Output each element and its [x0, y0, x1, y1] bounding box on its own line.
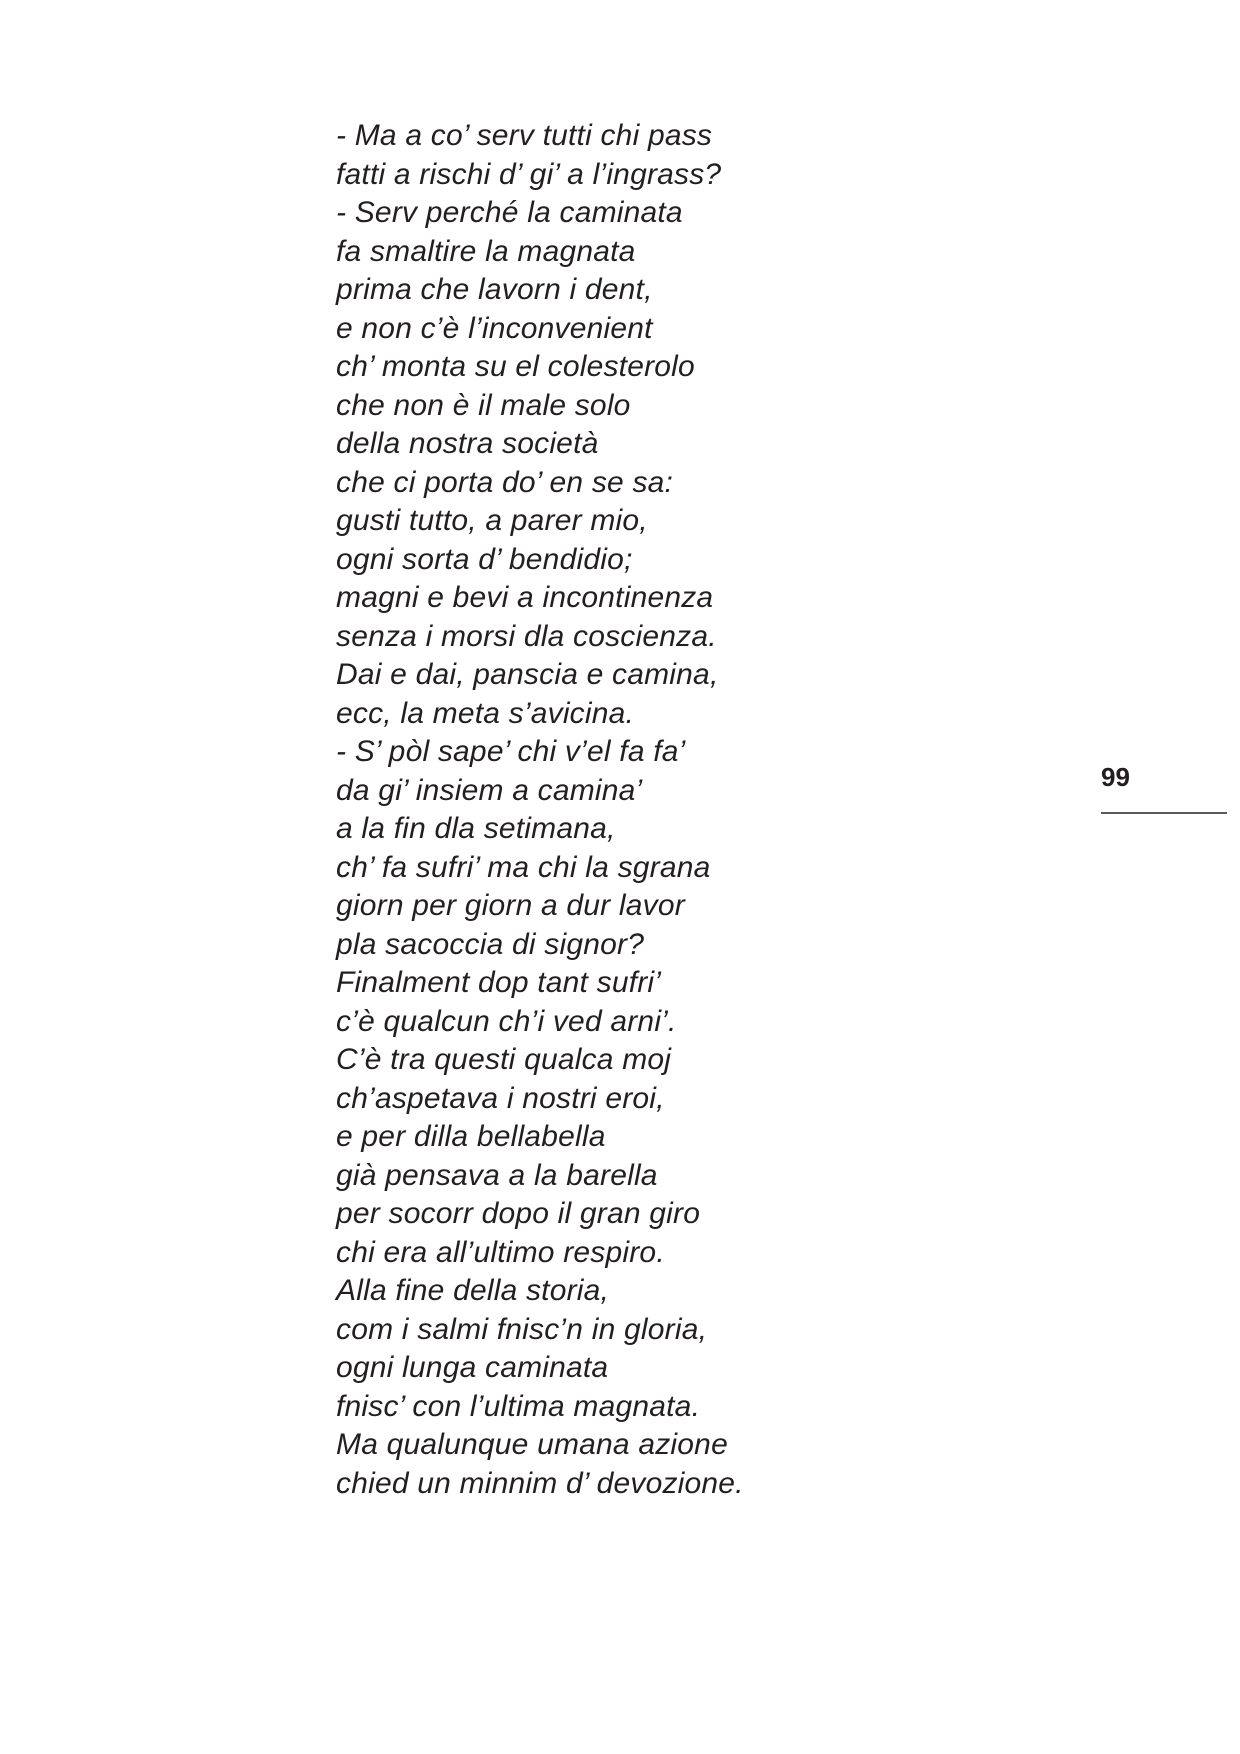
poem-line: a la fin dla setimana, — [336, 812, 616, 845]
poem-line: C’è tra questi qualca moj — [336, 1043, 672, 1076]
poem-line: e non c’è l’inconvenient — [336, 311, 653, 345]
poem-line: ch’ monta su el colesterolo — [336, 350, 695, 383]
page-number-rule — [1101, 812, 1227, 814]
poem-line: Alla fine della storia, — [336, 1274, 610, 1307]
poem-line: ecc, la meta s’avicina. — [336, 696, 635, 730]
poem-line: senza i morsi dla coscienza. — [336, 619, 717, 653]
poem-line: - Ma a co’ serv tutti chi pass — [336, 119, 713, 152]
poem-line: fa smaltire la magnata — [336, 234, 636, 268]
poem-line: Finalment dop tant sufri’ — [336, 966, 662, 999]
poem-line: - S’ pòl sape’ chi v’el fa fa’ — [336, 735, 686, 768]
poem-line: prima che lavorn i dent, — [336, 273, 653, 306]
poem-text — [336, 117, 744, 1503]
poem-line: gusti tutto, a parer mio, — [336, 504, 648, 537]
poem-line: pla sacoccia di signor? — [336, 927, 645, 961]
poem-line: Dai e dai, panscia e camina, — [336, 658, 719, 691]
poem-line: fnisc’ con l’ultima magnata. — [336, 1389, 701, 1423]
poem-line: fatti a rischi d’ gi’ a l’ingrass? — [336, 157, 722, 191]
poem-line: da gi’ insiem a camina’ — [336, 773, 643, 807]
poem-line: chied un minnim d’ devozione. — [336, 1466, 744, 1500]
poem-line: ch’ fa sufri’ ma chi la sgrana — [336, 850, 711, 884]
poem-line: che ci porta do’ en se sa: — [336, 465, 674, 499]
poem-line: per socorr dopo il gran giro — [336, 1197, 701, 1230]
poem-line: della nostra società — [336, 427, 599, 460]
poem-line: c’è qualcun ch’i ved arni’. — [336, 1004, 677, 1038]
poem-line: già pensava a la barella — [336, 1158, 658, 1192]
poem-line: ch’aspetava i nostri eroi, — [336, 1081, 665, 1115]
poem-line: magni e bevi a incontinenza — [336, 581, 714, 614]
poem-line: ogni lunga caminata — [336, 1351, 609, 1384]
poem-line: Ma qualunque umana azione — [336, 1428, 728, 1461]
poem-line: - Serv perché la caminata — [336, 196, 683, 229]
poem-line: ogni sorta d’ bendidio; — [336, 542, 633, 576]
poem-line: e per dilla bellabella — [336, 1120, 606, 1153]
poem-line: chi era all’ultimo respiro. — [336, 1235, 665, 1269]
poem-line: giorn per giorn a dur lavor — [336, 889, 685, 922]
page-number: 99 — [1101, 762, 1130, 792]
poem-line: com i salmi fnisc’n in gloria, — [336, 1312, 708, 1346]
poem-line: che non è il male solo — [336, 388, 631, 422]
